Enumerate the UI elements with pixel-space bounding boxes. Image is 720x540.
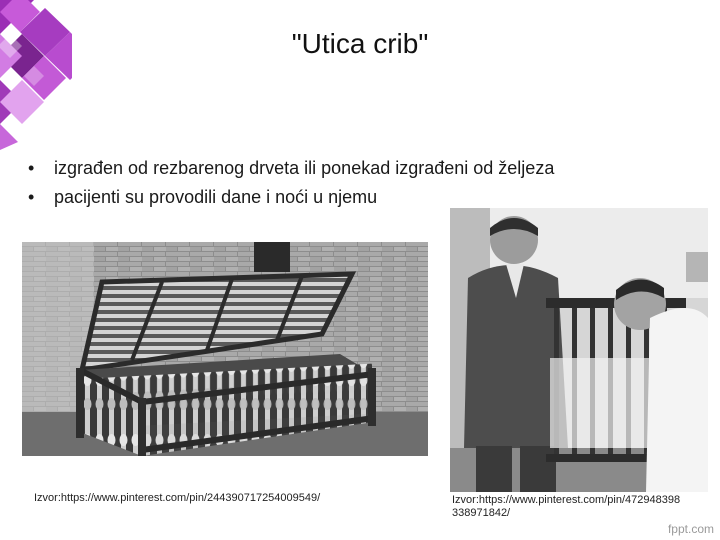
watermark: fppt.com	[667, 522, 714, 536]
slide-title-text: "Utica crib"	[291, 28, 429, 59]
bullet-text: izgrađen od rezbarenog drveta ili ponekad izgrađeni od željeza	[54, 158, 555, 178]
image-source-caption[interactable]: Izvor:https://www.pinterest.com/pin/244390717254009549/	[34, 492, 321, 504]
bullet-icon: •	[28, 187, 35, 207]
corner-decoration	[0, 0, 80, 150]
crib-photo	[22, 242, 428, 456]
diamond-pattern-icon	[0, 0, 80, 150]
bullet-text: pacijenti su provodili dane i noći u njemu	[54, 187, 378, 207]
bullet-list	[26, 154, 686, 212]
slide-title	[0, 28, 720, 60]
bullet-item	[26, 154, 686, 183]
image-source-caption[interactable]: Izvor:https://www.pinterest.com/pin/472948398338971842/	[452, 494, 681, 519]
bullet-icon: •	[28, 158, 35, 178]
crib-with-men-photo	[450, 208, 708, 492]
